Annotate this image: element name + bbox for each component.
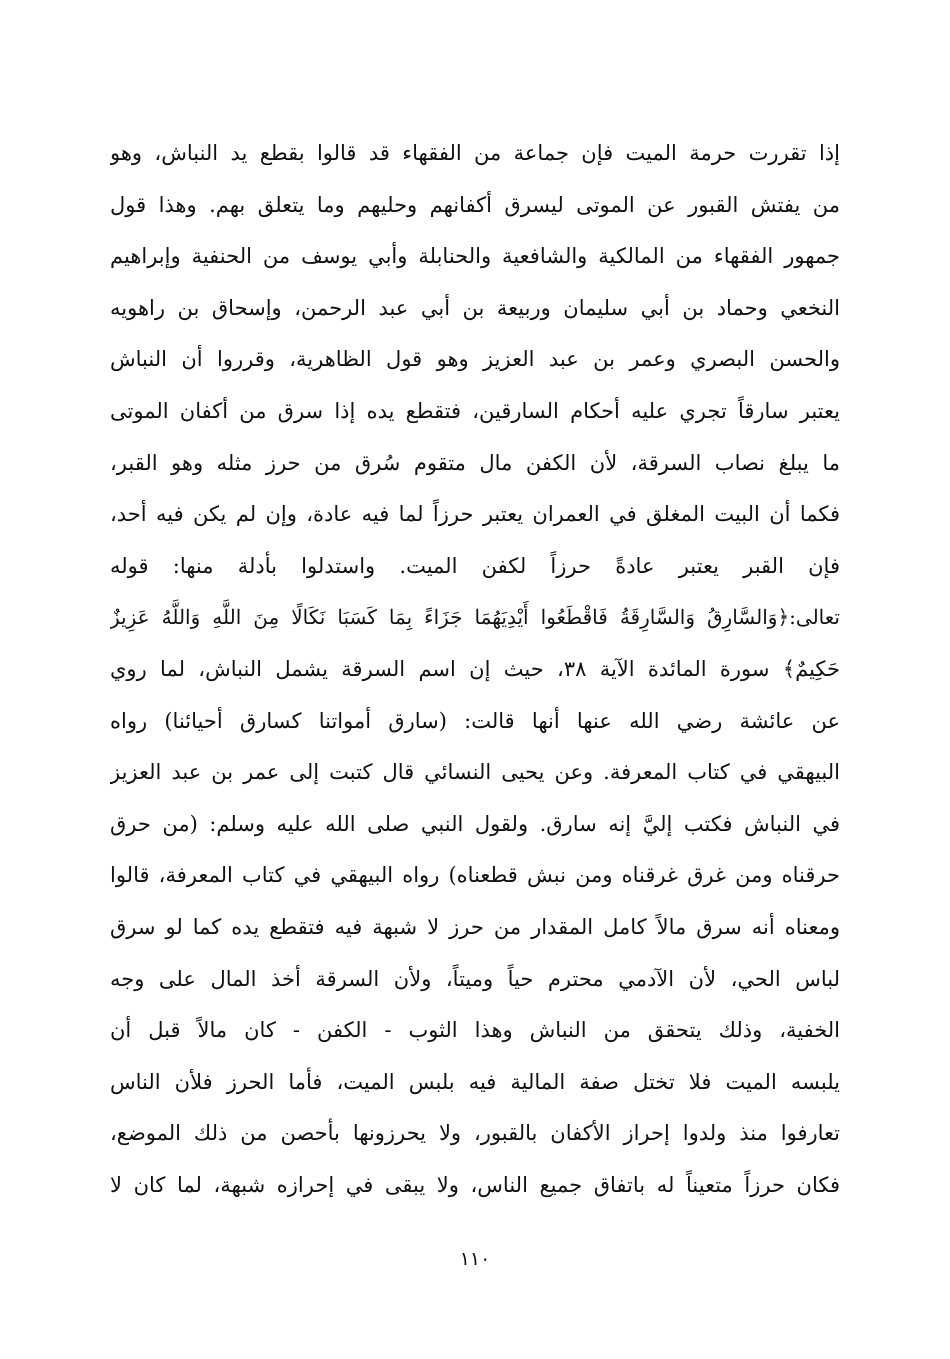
text-line: الخفية، وذلك يتحقق من النباش وهذا الثوب - الكفن - كان مالاً قبل أن: [110, 1018, 840, 1043]
text-line: جمهور الفقهاء من المالكية والشافعية والحنابلة وأبي يوسف من الحنفية وإبراهيم: [110, 244, 840, 269]
text-line: يلبسه الميت فلا تختل صفة المالية فيه بلبس الميت، فأما الحرز فلأن الناس: [110, 1069, 840, 1094]
text-line: فكما أن البيت المغلق في العمران يعتبر حرزاً لما فيه عادة، وإن لم يكن فيه أحد،: [110, 502, 840, 527]
text-line: حَكِيمٌ﴾ سورة المائدة الآية ٣٨، حيث إن اسم السرقة يشمل النباش، لما روي: [110, 656, 840, 681]
text-line: ما يبلغ نصاب السرقة، لأن الكفن مال متقوم سُرق من حرز مثله وهو القبر،: [110, 450, 840, 475]
text-line: عن عائشة رضي الله عنها أنها قالت: (سارق أمواتنا كسارق أحيائنا) رواه: [110, 708, 840, 733]
text-line: البيهقي في كتاب المعرفة. وعن يحيى النسائي قال كتبت إلى عمر بن عبد العزيز: [110, 760, 840, 785]
text-line: ومعناه أنه سرق مالاً كامل المقدار من حرز لا شبهة فيه فتقطع يده كما لو سرق: [110, 914, 840, 939]
text-line: فإن القبر يعتبر عادةً حرزاً لكفن الميت. واستدلوا بأدلة منها: قوله: [110, 553, 840, 578]
text-line: من يفتش القبور عن الموتى ليسرق أكفانهم وحليهم وما يتعلق بهم. وهذا قول: [110, 192, 840, 217]
text-line: تعارفوا منذ ولدوا إحراز الأكفان بالقبور، ولا يحرزونها بأحصن من ذلك الموضع،: [110, 1121, 840, 1146]
text-line: فكان حرزاً متعيناً له باتفاق جميع الناس، ولا يبقى في إحرازه شبهة، لما كان لا: [110, 1172, 840, 1197]
text-line: حرقناه ومن غرق غرقناه ومن نبش قطعناه) رواه البيهقي في كتاب المعرفة، قالوا: [110, 863, 840, 888]
text-line: لباس الحي، لأن الآدمي محترم حياً وميتاً، ولأن السرقة أخذ المال على وجه: [110, 966, 840, 991]
text-line: يعتبر سارقاً تجري عليه أحكام السارقين، فتقطع يده إذا سرق من أكفان الموتى: [110, 398, 840, 423]
text-line: والحسن البصري وعمر بن عبد العزيز وهو قول الظاهرية، وقرروا أن النباش: [110, 347, 840, 372]
text-line: إذا تقررت حرمة الميت فإن جماعة من الفقهاء قد قالوا بقطع يد النباش، وهو: [110, 141, 840, 165]
quran-verse-line: تعالى:﴿وَالسَّارِقُ وَالسَّارِقَةُ فَاقْطَعُوا أَيْدِيَهُمَا جَزَاءً بِمَا كَسَبَا نَكَالًا مِنَ اللَّهِ وَاللَّهُ عَزِيزٌ: [110, 605, 840, 630]
body-text: [110, 128, 840, 1211]
text-line: في النباش فكتب إليَّ إنه سارق. ولقول النبي صلى الله عليه وسلم: (من حرق: [110, 811, 840, 836]
text-line: النخعي وحماد بن أبي سليمان وربيعة بن أبي عبد الرحمن، وإسحاق بن راهويه: [110, 295, 840, 320]
page-number: ١١٠: [459, 1248, 491, 1270]
